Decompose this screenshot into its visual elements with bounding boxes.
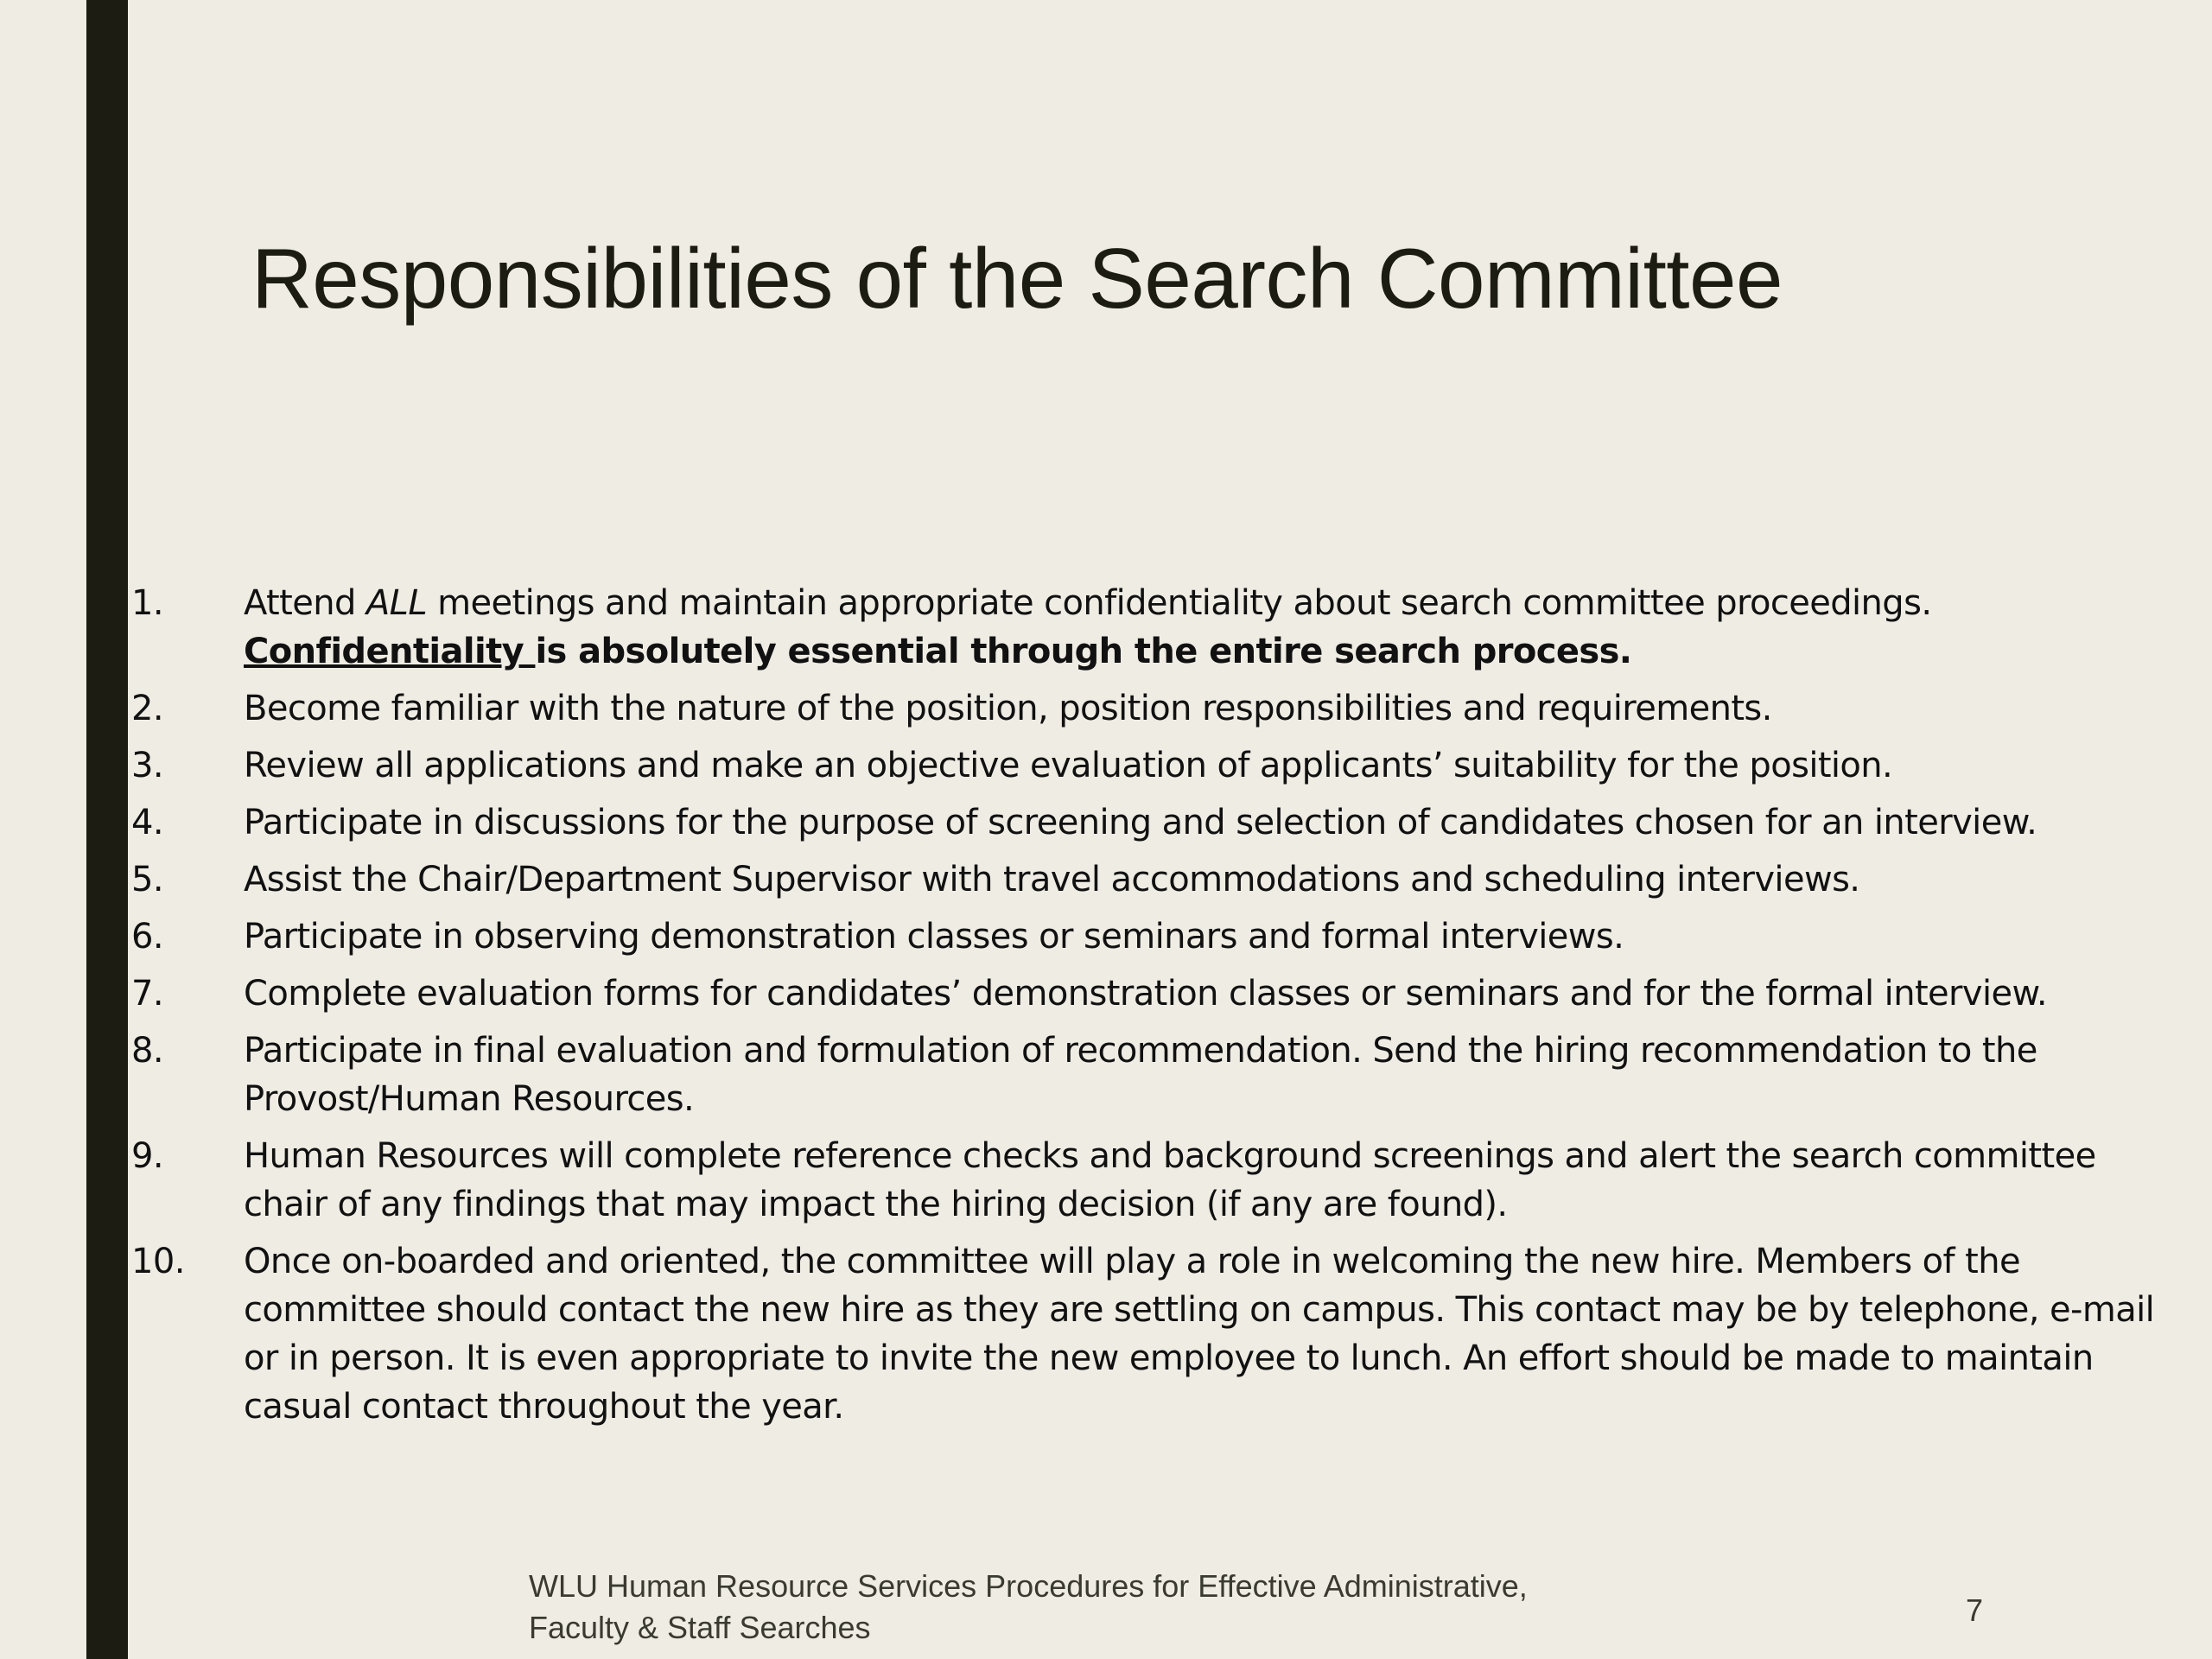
- item-text: or in person. It is even appropriate to invite the new employee to lunch. An effort should be made to maintain: [244, 1338, 2094, 1378]
- item-number: 5.: [131, 860, 163, 899]
- list-item: [131, 969, 2119, 1018]
- item-number: 8.: [131, 1031, 163, 1071]
- accent-bar: [86, 0, 128, 1659]
- footer-line: WLU Human Resource Services Procedures for Effective Administrative,: [529, 1568, 1528, 1604]
- item-text: Participate in observing demonstration classes or seminars and formal interviews.: [244, 917, 1624, 957]
- item-number: 2.: [131, 689, 163, 728]
- item-text: Participate in discussions for the purpose of screening and selection of candidates chosen for an interview.: [244, 803, 2037, 842]
- item-text: Review all applications and make an objective evaluation of applicants’ suitability for the position.: [244, 746, 1893, 785]
- footer-line: Faculty & Staff Searches: [529, 1610, 871, 1645]
- confidentiality-underlined: Confidentiality: [244, 632, 536, 671]
- list-item: [131, 912, 2119, 961]
- item-text: Assist the Chair/Department Supervisor with travel accommodations and scheduling interviews.: [244, 860, 1860, 899]
- list-item: [131, 684, 2119, 733]
- item-text: Once on-boarded and oriented, the committee will play a role in welcoming the new hire. Members of the: [244, 1242, 2020, 1281]
- item-text: committee should contact the new hire as they are settling on campus. This contact may be by telephone, e-mail: [244, 1290, 2155, 1330]
- list-item: [131, 798, 2119, 847]
- item-text: Attend ALL meetings and maintain appropriate confidentiality about search committee proceedings.: [244, 583, 1932, 623]
- list-item: [131, 1027, 2119, 1123]
- item-number: 3.: [131, 746, 163, 785]
- item-number: 4.: [131, 803, 163, 842]
- item-number: 9.: [131, 1136, 163, 1176]
- item-number: 7.: [131, 974, 163, 1014]
- list-item: [131, 1237, 2155, 1431]
- responsibilities-list: [131, 579, 2155, 1440]
- item-text: chair of any findings that may impact the hiring decision (if any are found).: [244, 1185, 1508, 1224]
- confidentiality-note: Confidentiality is absolutely essential through the entire search process.: [244, 632, 1632, 671]
- item-text: casual contact throughout the year.: [244, 1387, 844, 1427]
- list-item: [131, 579, 2119, 676]
- page-number: 7: [1966, 1592, 1984, 1628]
- item-text: Complete evaluation forms for candidates’ demonstration classes or seminars and for the formal interview.: [244, 974, 2048, 1014]
- emphasis-all: ALL: [365, 583, 428, 623]
- item-text: Provost/Human Resources.: [244, 1079, 695, 1119]
- item-text: Human Resources will complete reference checks and background screenings and alert the search committee: [244, 1136, 2096, 1176]
- item-number: 6.: [131, 917, 163, 957]
- item-text: Become familiar with the nature of the position, position responsibilities and requirements.: [244, 689, 1772, 728]
- item-text: Participate in final evaluation and formulation of recommendation. Send the hiring recommendation to the: [244, 1031, 2037, 1071]
- slide-footer: [529, 1566, 1528, 1649]
- list-item: [131, 1132, 2119, 1229]
- item-number: 1.: [131, 583, 163, 623]
- slide-title: Responsibilities of the Search Committee: [251, 231, 1783, 326]
- list-item: [131, 741, 2119, 790]
- list-item: [131, 855, 2119, 904]
- item-number: 10.: [131, 1242, 185, 1281]
